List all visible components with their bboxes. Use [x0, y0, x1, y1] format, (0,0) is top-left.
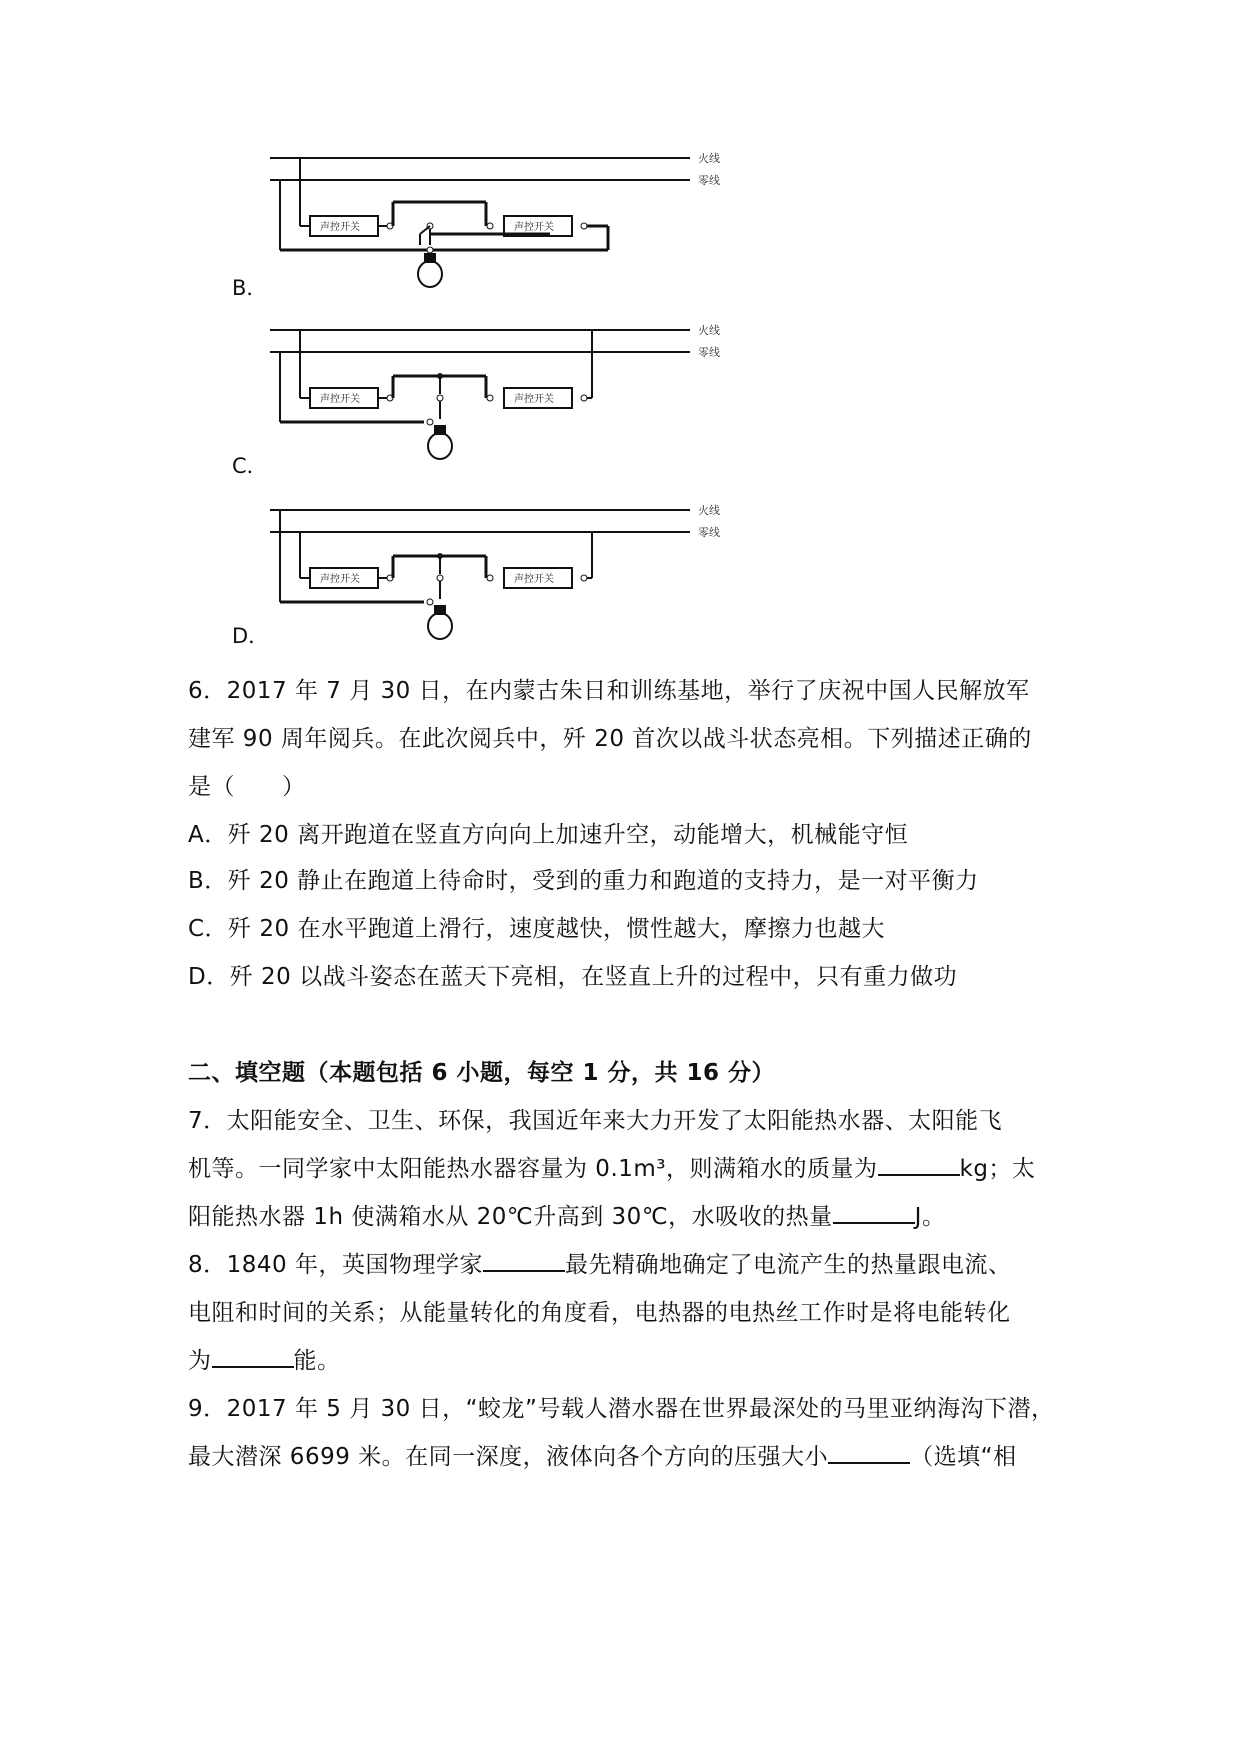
switch-right-label: 声控开关 — [514, 394, 554, 405]
q6-option-c: C．歼 20 在水平跑道上滑行，速度越快，惯性越大，摩擦力也越大 — [188, 916, 885, 942]
q8-line-3-text-b: 能。 — [293, 1348, 341, 1374]
option-label-c: C． — [232, 454, 268, 478]
q9-line-2 — [188, 1438, 1017, 1471]
switch-right-label: 声控开关 — [514, 574, 554, 585]
option-label-d: D． — [232, 624, 270, 648]
neutral-wire-label: 零线 — [698, 526, 720, 539]
q6-option-b: B．歼 20 静止在跑道上待命时，受到的重力和跑道的支持力，是一对平衡力 — [188, 868, 979, 894]
q7-line-2 — [188, 1150, 1035, 1183]
circuit-diagram-d — [270, 502, 770, 672]
neutral-wire-label: 零线 — [698, 346, 720, 359]
section-2-title: 二、填空题（本题包括 6 小题，每空 1 分，共 16 分） — [188, 1060, 776, 1086]
q7-line-2-text-a: 机等。一同学家中太阳能热水器容量为 0.1m³，则满箱水的质量为 — [188, 1156, 878, 1182]
q6-line-3: 是（ ） — [188, 774, 306, 800]
q8-line-3 — [188, 1342, 341, 1375]
circuit-diagram-c — [270, 322, 770, 492]
q6-option-a: A．歼 20 离开跑道在竖直方向向上加速升空，动能增大，机械能守恒 — [188, 822, 909, 848]
q7-line-3-text-b: J。 — [914, 1204, 946, 1230]
switch-left-label: 声控开关 — [320, 222, 360, 233]
q6-line-1: 6．2017 年 7 月 30 日，在内蒙古朱日和训练基地，举行了庆祝中国人民解放军 — [188, 678, 1030, 704]
live-wire-label: 火线 — [698, 152, 720, 165]
answer-blank[interactable] — [828, 1442, 910, 1464]
q8-line-1 — [188, 1246, 1011, 1279]
live-wire-label: 火线 — [698, 504, 720, 517]
option-label-b: B． — [232, 276, 268, 300]
q8-line-3-text-a: 为 — [188, 1348, 212, 1374]
q9-line-2-text-a: 最大潜深 6699 米。在同一深度，液体向各个方向的压强大小 — [188, 1444, 829, 1470]
q8-line-1-text-b: 最先精确地确定了电流产生的热量跟电流、 — [564, 1252, 1012, 1278]
q8-line-2: 电阻和时间的关系；从能量转化的角度看，电热器的电热丝工作时是将电能转化 — [188, 1300, 1011, 1326]
q7-line-3 — [188, 1198, 945, 1231]
switch-right-label: 声控开关 — [514, 222, 554, 233]
q6-line-2: 建军 90 周年阅兵。在此次阅兵中，歼 20 首次以战斗状态亮相。下列描述正确的 — [188, 726, 1032, 752]
switch-left-label: 声控开关 — [320, 394, 360, 405]
q7-line-1: 7．太阳能安全、卫生、环保，我国近年来大力开发了太阳能热水器、太阳能飞 — [188, 1108, 1003, 1134]
q7-line-3-text-a: 阳能热水器 1h 使满箱水从 20℃升高到 30℃，水吸收的热量 — [188, 1204, 833, 1230]
circuit-diagram-b — [270, 150, 770, 320]
q7-line-2-text-b: kg；太 — [959, 1156, 1036, 1182]
q6-option-d: D．歼 20 以战斗姿态在蓝天下亮相，在竖直上升的过程中，只有重力做功 — [188, 964, 958, 990]
q9-line-2-text-b: （选填“相 — [910, 1444, 1017, 1470]
neutral-wire-label: 零线 — [698, 174, 720, 187]
answer-blank[interactable] — [878, 1154, 960, 1176]
answer-blank[interactable] — [212, 1346, 294, 1368]
q8-line-1-text-a: 8．1840 年，英国物理学家 — [188, 1252, 483, 1278]
switch-left-label: 声控开关 — [320, 574, 360, 585]
answer-blank[interactable] — [483, 1250, 565, 1272]
q9-line-1: 9．2017 年 5 月 30 日，“蛟龙”号载人潜水器在世界最深处的马里亚纳海沟下潜， — [188, 1396, 1055, 1422]
answer-blank[interactable] — [833, 1202, 915, 1224]
live-wire-label: 火线 — [698, 324, 720, 337]
